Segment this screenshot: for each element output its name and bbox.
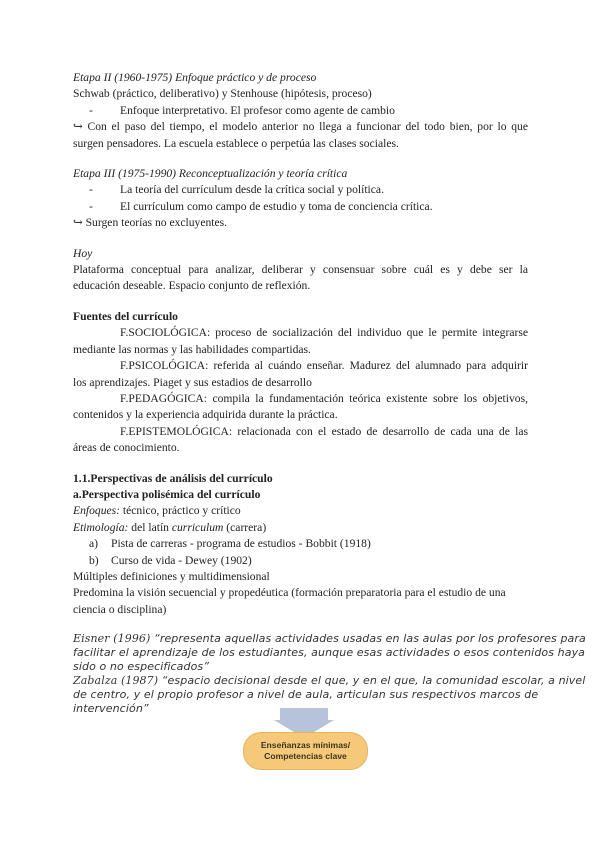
eisner-text: “representa aquellas actividades usadas en las aulas por los profesores para <box>150 632 586 646</box>
predomina-line2: ciencia o disciplina) <box>73 602 167 616</box>
list-item <box>73 553 528 569</box>
fuente-epistemologica: F.EPISTEMOLÓGICA: relacionada con el estado de desarrollo de cada una de las <box>120 424 528 438</box>
hoy-heading: Hoy <box>73 246 93 260</box>
etapa2-line: Schwab (práctico, deliberativo) y Stenhouse (hipótesis, proceso) <box>73 87 372 101</box>
enfoques-label: Enfoques: <box>73 504 121 518</box>
predomina-line1: Predomina la visión secuencial y propedéutica (formación preparatoria para el estudio de una <box>73 586 506 600</box>
fuente-psicologica-cont: los aprendizajes. Piaget y sus estadios de desarrollo <box>73 375 312 389</box>
pill-line2: Competencias clave <box>264 751 347 761</box>
list-marker: b) <box>89 553 99 567</box>
etapa3-bullet <box>73 199 528 215</box>
list-item <box>73 536 528 552</box>
etapa3-bullet-text: La teoría del currículum desde la crítica social y política. <box>120 183 384 197</box>
fuente-sociologica-cont: mediante las normas y las habilidades compartidas. <box>73 342 311 356</box>
fuente-sociologica: F.SOCIOLÓGICA: proceso de socialización del individuo que le permite integrarse <box>120 326 528 340</box>
dash-marker: - <box>89 183 93 197</box>
fuente-epistemologica-cont: áreas de conocimiento. <box>73 441 180 455</box>
etapa2-bullet-text: Enfoque interpretativo. El profesor como agente de cambio <box>120 103 395 117</box>
hoy-line2: educación deseable. Espacio conjunto de reflexión. <box>73 279 311 293</box>
enfoques-line <box>73 503 528 519</box>
etapa2-heading: Etapa II (1960-1975) Enfoque práctico y de proceso <box>73 71 317 84</box>
eisner-author: Eisner (1996) <box>73 632 151 646</box>
fuente-pedagogica-cont: contenidos y la experiencia adquirida durante la práctica. <box>73 408 338 422</box>
eisner-text: facilitar el aprendizaje de los estudiantes, aunque esas actividades o esos contenidos haya <box>73 646 586 660</box>
zabalza-text: de centro, y el propio profesor a nivel de aula, articulan sus respectivos marcos de <box>73 688 539 702</box>
etapa3-heading: Etapa III (1975-1990) Reconceptualización y teoría crítica <box>73 167 348 181</box>
multiples-line: Múltiples definiciones y multidimensional <box>73 569 270 583</box>
list-marker: a) <box>89 537 99 551</box>
etapa2-note-line2: surgen pensadores. La escuela establece o perpetúa las clases sociales. <box>73 136 399 150</box>
etimologia-line <box>73 520 528 536</box>
competencias-pill <box>243 732 368 770</box>
dash-marker: - <box>89 103 93 117</box>
enfoques-text: técnico, práctico y crítico <box>120 504 241 518</box>
eisner-text: sido o no especificados” <box>73 660 210 674</box>
etimologia-text-post: (carrera) <box>223 520 267 534</box>
perspectivas-heading: 1.1.Perspectivas de análisis del currículo <box>73 471 273 485</box>
etapa3-note: ↪ Surgen teorías no excluyentes. <box>73 216 228 230</box>
list-item-text: Curso de vida - Dewey (1902) <box>111 553 252 567</box>
zabalza-text: “espacio decisional desde el que, y en el que, la comunidad escolar, a nivel <box>158 674 586 688</box>
fuente-pedagogica: F.PEDAGÓGICA: compila la fundamentación teórica existente sobre los objetivos, <box>120 391 528 405</box>
etapa3-bullet <box>73 182 528 198</box>
dash-marker: - <box>89 199 93 213</box>
pill-line1: Enseñanzas mínimas/ <box>260 740 351 750</box>
etapa3-bullet-text: El currículum como campo de estudio y toma de conciencia crítica. <box>120 199 433 213</box>
eisner-quote <box>73 632 586 674</box>
zabalza-text: intervención” <box>73 702 149 716</box>
etimologia-word: curriculum <box>171 520 224 534</box>
perspectiva-polisemica-heading: a.Perspectiva polisémica del currículo <box>73 487 261 501</box>
etapa2-note-line1: ↪ Con el paso del tiempo, el modelo anterior no llega a funcionar del todo bien, por lo que <box>73 120 528 134</box>
etapa2-bullet <box>73 103 528 119</box>
zabalza-author: Zabalza (1987) <box>73 674 159 688</box>
hoy-line1: Plataforma conceptual para analizar, deliberar y consensuar sobre cuál es y debe ser la <box>73 263 528 277</box>
etimologia-label: Etimología: <box>73 520 129 534</box>
etimologia-text: del latín <box>128 520 172 534</box>
list-item-text: Pista de carreras - programa de estudios - Bobbit (1918) <box>111 537 371 551</box>
fuente-psicologica: F.PSICOLÓGICA: referida al cuándo enseñar. Madurez del alumnado para adquirir <box>120 359 528 373</box>
fuentes-heading: Fuentes del currículo <box>73 309 178 323</box>
document-body <box>73 70 586 716</box>
